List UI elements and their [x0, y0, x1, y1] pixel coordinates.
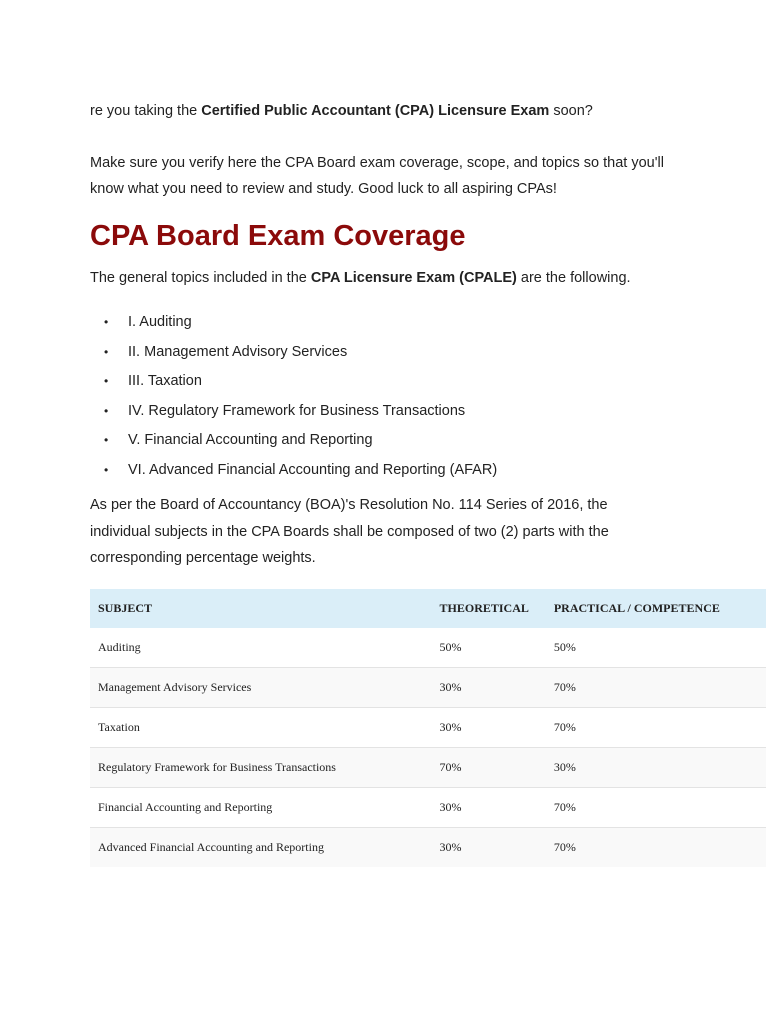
- intro-suffix: soon?: [549, 103, 593, 119]
- list-item: [90, 342, 497, 372]
- table-row: [90, 708, 766, 748]
- general-topics-paragraph: [90, 268, 631, 288]
- table-row: [90, 748, 766, 788]
- cell-practical: 70%: [546, 708, 766, 748]
- intro-prefix: re you taking the: [90, 103, 202, 119]
- cell-subject: Management Advisory Services: [90, 668, 432, 708]
- table-row: [90, 828, 766, 868]
- table-body: [90, 628, 766, 867]
- cell-practical: 70%: [546, 828, 766, 868]
- topic-label: II. Management Advisory Services: [128, 343, 348, 360]
- bullet-icon: •: [104, 462, 109, 477]
- list-item: [90, 430, 497, 460]
- table-row: [90, 668, 766, 708]
- table-header: [90, 589, 766, 628]
- cell-practical: 30%: [546, 748, 766, 788]
- cell-practical: 70%: [546, 788, 766, 828]
- cell-subject: Auditing: [98, 640, 141, 654]
- cell-subject: Financial Accounting and Reporting: [90, 788, 432, 828]
- topic-label: V. Financial Accounting and Reporting: [128, 432, 373, 448]
- cell-theoretical: 50%: [439, 640, 462, 654]
- topic-label: IV. Regulatory Framework for Business Transactions: [128, 402, 466, 419]
- table-header-row: [90, 589, 766, 628]
- general-bold: CPA Licensure Exam (CPALE): [310, 270, 517, 286]
- resolution-paragraph: As per the Board of Accountancy (BOA)'s Resolution No. 114 Series of 2016, the individual subjects in the CPA Boards shall be composed of two (2) parts with the corresponding percentage weights.: [90, 497, 609, 566]
- topic-label: VI. Advanced Financial Accounting and Reporting (AFAR): [128, 461, 498, 478]
- cell-theoretical: 30%: [432, 668, 546, 708]
- list-item: [90, 371, 497, 401]
- topic-label: III. Taxation: [128, 373, 202, 389]
- verify-paragraph: Make sure you verify here the CPA Board exam coverage, scope, and topics so that you'll know what you need to review and study. Good luck to all aspiring CPAs!: [90, 155, 664, 197]
- header-theoretical: THEORETICAL: [439, 601, 529, 615]
- list-item: [90, 401, 497, 431]
- bullet-icon: •: [104, 433, 109, 447]
- header-subject: SUBJECT: [98, 601, 153, 615]
- cell-practical: 50%: [553, 640, 576, 654]
- topic-label: I. Auditing: [128, 314, 192, 330]
- cell-subject: Advanced Financial Accounting and Reporting: [90, 828, 432, 868]
- cell-practical: 70%: [546, 668, 766, 708]
- section-heading: CPA Board Exam Coverage: [90, 220, 466, 252]
- cell-subject: Regulatory Framework for Business Transactions: [90, 748, 432, 788]
- intro-bold: Certified Public Accountant (CPA) Licensure Exam: [201, 103, 550, 119]
- subject-weights-table: [90, 589, 766, 867]
- header-practical: PRACTICAL / COMPETENCE: [553, 601, 720, 615]
- table-row: [90, 628, 766, 668]
- general-prefix: The general topics included in the: [90, 270, 311, 286]
- general-suffix: are the following.: [516, 270, 631, 286]
- bullet-icon: •: [104, 344, 109, 359]
- list-item: [90, 312, 497, 342]
- list-item: [90, 460, 497, 490]
- cell-theoretical: 70%: [432, 748, 546, 788]
- table-row: [90, 788, 766, 828]
- topics-list: [90, 312, 497, 489]
- bullet-icon: •: [104, 403, 109, 418]
- cell-theoretical: 30%: [432, 828, 546, 868]
- cell-theoretical: 30%: [432, 788, 546, 828]
- bullet-icon: •: [104, 315, 109, 329]
- bullet-icon: •: [104, 374, 109, 388]
- cell-theoretical: 30%: [432, 708, 546, 748]
- cell-subject: Taxation: [90, 708, 432, 748]
- intro-paragraph: [90, 101, 593, 121]
